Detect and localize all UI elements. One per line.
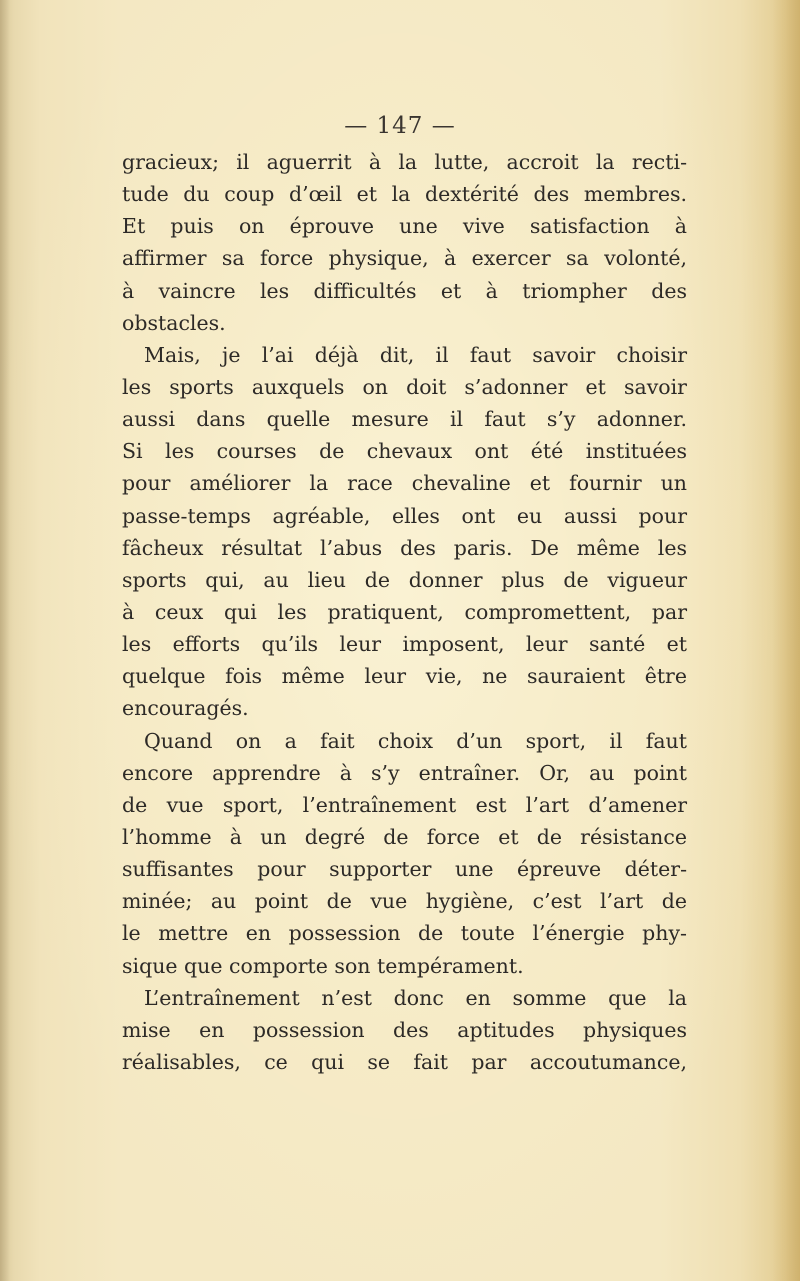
text-line: à ceux qui les pratiquent, compromettent, par: [122, 599, 687, 624]
text-line: les sports auxquels on doit s’adonner et savoir: [122, 374, 687, 399]
text-line: pour améliorer la race chevaline et fournir un: [122, 471, 687, 496]
text-line: suffisantes pour supporter une épreuve déter-: [122, 857, 687, 882]
body-text: [122, 146, 687, 1078]
text-line: réalisables, ce qui se fait par accoutumance,: [122, 1049, 687, 1074]
text-line: sique que comporte son tempérament.: [122, 953, 524, 978]
text-line: encore apprendre à s’y entraîner. Or, au point: [122, 760, 687, 785]
text-line: quelque fois même leur vie, ne sauraient être: [122, 664, 687, 689]
text-line: encouragés.: [122, 696, 249, 721]
text-line: mise en possession des aptitudes physiques: [122, 1017, 687, 1042]
text-line: l’homme à un degré de force et de résistance: [122, 824, 687, 849]
text-line: affirmer sa force physique, à exercer sa volonté,: [122, 246, 687, 271]
text-line: sports qui, au lieu de donner plus de vigueur: [122, 567, 687, 592]
text-line: Si les courses de chevaux ont été instituées: [122, 439, 687, 464]
text-line: Quand on a fait choix d’un sport, il faut: [144, 728, 687, 753]
text-line: L’entraînement n’est donc en somme que la: [144, 985, 687, 1010]
text-line: les efforts qu’ils leur imposent, leur santé et: [122, 632, 687, 657]
text-line: obstacles.: [122, 310, 226, 335]
page-number: — 147 —: [344, 113, 456, 139]
text-line: fâcheux résultat l’abus des paris. De même les: [122, 535, 687, 560]
text-line: aussi dans quelle mesure il faut s’y adonner.: [122, 407, 687, 432]
text-line: Et puis on éprouve une vive satisfaction à: [122, 214, 687, 239]
text-line: minée; au point de vue hygiène, c’est l’art de: [122, 889, 687, 914]
text-line: tude du coup d’œil et la dextérité des membres.: [122, 182, 687, 207]
text-line: à vaincre les difficultés et à triompher des: [122, 278, 687, 303]
text-line: de vue sport, l’entraînement est l’art d’amener: [122, 792, 687, 817]
text-line: Mais, je l’ai déjà dit, il faut savoir choisir: [144, 342, 687, 367]
text-line: passe-temps agréable, elles ont eu aussi pour: [122, 503, 687, 528]
text-line: gracieux; il aguerrit à la lutte, accroit la recti-: [122, 150, 687, 174]
text-line: le mettre en possession de toute l’énergie phy-: [122, 921, 687, 946]
